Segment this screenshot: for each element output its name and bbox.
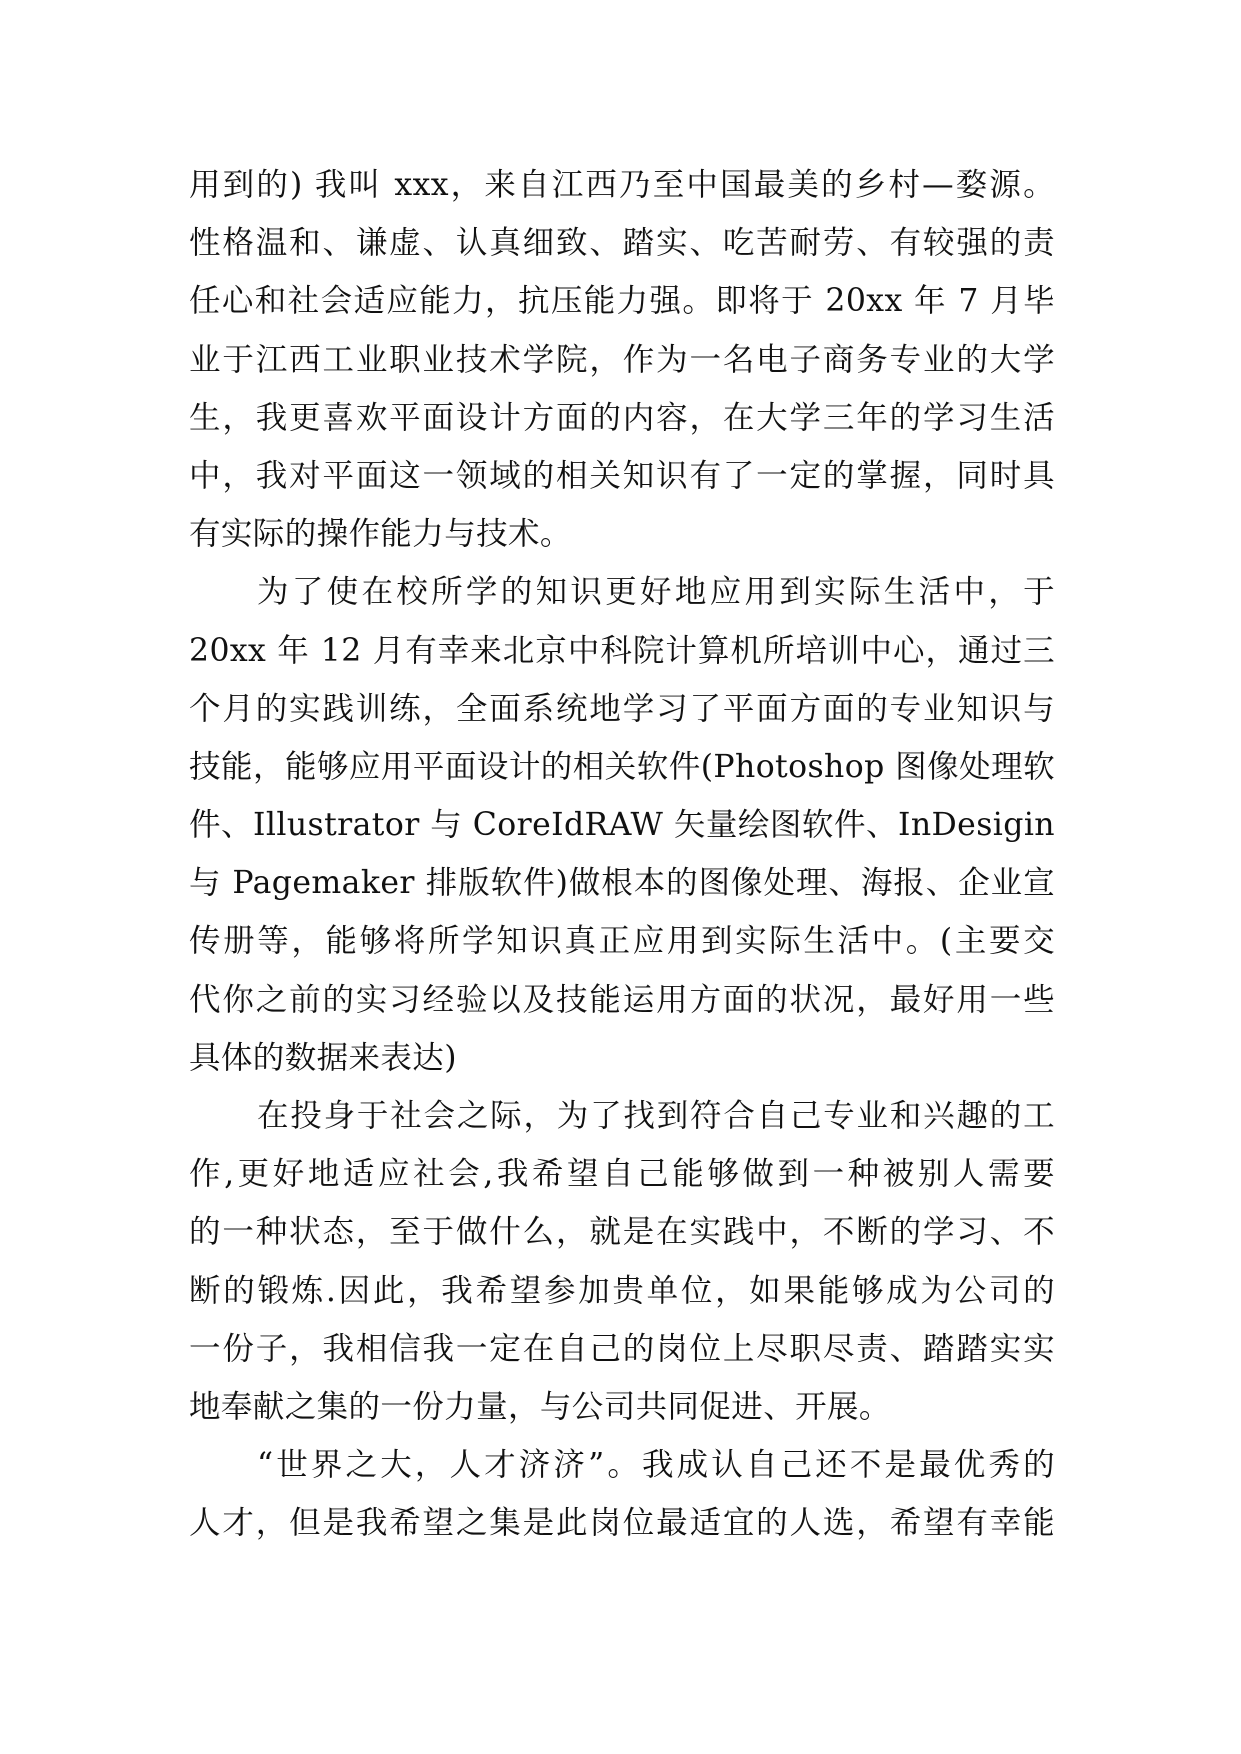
text-line: 的一种状态，至于做什么，就是在实践中，不断的学习、不 bbox=[189, 1214, 1055, 1251]
text-line: 用到的) 我叫 xxx，来自江西乃至中国最美的乡村—婺源。 bbox=[189, 167, 1055, 203]
body-text bbox=[189, 156, 1055, 1553]
paragraph-2 bbox=[189, 563, 1055, 1087]
text-line: 业于江西工业职业技术学院，作为一名电子商务专业的大学 bbox=[189, 341, 1055, 378]
text-line: “世界之大，人才济济”。我成认自己还不是最优秀的 bbox=[257, 1447, 1055, 1484]
text-line: 传册等，能够将所学知识真正应用到实际生活中。(主要交 bbox=[189, 923, 1055, 960]
paragraph-4 bbox=[189, 1436, 1055, 1552]
text-line: 20xx 年 12 月有幸来北京中科院计算机所培训中心，通过三 bbox=[189, 632, 1055, 669]
text-line: 中，我对平面这一领域的相关知识有了一定的掌握，同时具 bbox=[189, 457, 1055, 494]
text-line: 代你之前的实习经验以及技能运用方面的状况，最好用一些 bbox=[189, 981, 1055, 1018]
text-line: 人才，但是我希望之集是此岗位最适宜的人选，希望有幸能 bbox=[189, 1505, 1055, 1542]
text-line: 作,更好地适应社会,我希望自己能够做到一种被别人需要 bbox=[189, 1156, 1055, 1193]
text-line: 个月的实践训练，全面系统地学习了平面方面的专业知识与 bbox=[189, 690, 1055, 727]
paragraph-3 bbox=[189, 1087, 1055, 1436]
text-line: 任心和社会适应能力，抗压能力强。即将于 20xx 年 7 月毕 bbox=[189, 283, 1055, 320]
text-line: 件、Illustrator 与 CoreIdRAW 矢量绘图软件、InDesigin bbox=[189, 807, 1055, 844]
paragraph-1 bbox=[189, 156, 1055, 563]
text-line: 一份子，我相信我一定在自己的岗位上尽职尽责、踏踏实实 bbox=[189, 1330, 1055, 1367]
text-line: 断的锻炼.因此，我希望参加贵单位，如果能够成为公司的 bbox=[189, 1272, 1055, 1309]
text-line: 性格温和、谦虚、认真细致、踏实、吃苦耐劳、有较强的责 bbox=[189, 225, 1055, 262]
text-line: 具体的数据来表达) bbox=[189, 1039, 457, 1076]
text-line: 生，我更喜欢平面设计方面的内容，在大学三年的学习生活 bbox=[189, 399, 1055, 436]
text-line: 地奉献之集的一份力量，与公司共同促进、开展。 bbox=[189, 1388, 891, 1425]
text-line: 与 Pagemaker 排版软件)做根本的图像处理、海报、企业宣 bbox=[189, 865, 1055, 902]
text-line: 在投身于社会之际，为了找到符合自己专业和兴趣的工 bbox=[257, 1098, 1055, 1134]
text-line: 为了使在校所学的知识更好地应用到实际生活中，于 bbox=[257, 574, 1055, 611]
text-line: 技能，能够应用平面设计的相关软件(Photoshop 图像处理软 bbox=[189, 748, 1055, 785]
text-line: 有实际的操作能力与技术。 bbox=[189, 516, 572, 553]
